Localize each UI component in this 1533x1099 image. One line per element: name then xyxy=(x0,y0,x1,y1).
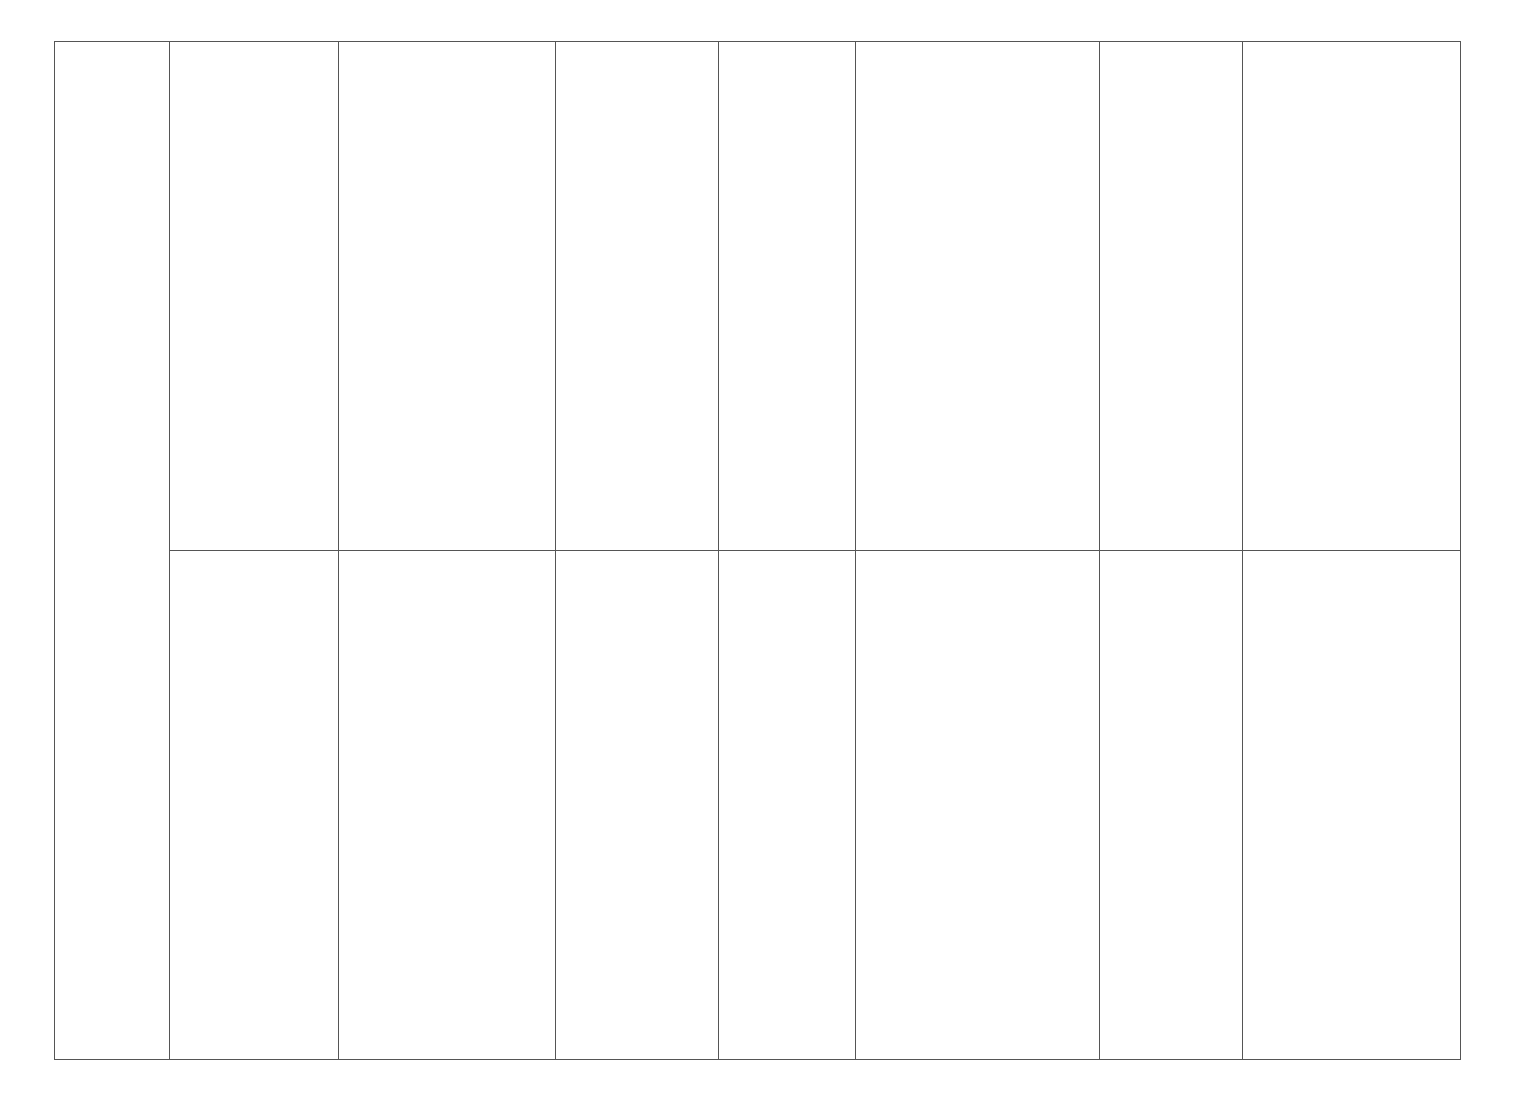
weekday-header xyxy=(339,551,556,1060)
weekday-header xyxy=(1100,551,1243,1060)
weekday-header xyxy=(856,551,1100,1060)
date-header xyxy=(170,42,339,551)
date-header xyxy=(556,42,719,551)
date-header xyxy=(719,42,856,551)
date-header xyxy=(339,42,556,551)
menu-table xyxy=(54,41,1461,1060)
date-header xyxy=(1243,42,1461,551)
weekday-header xyxy=(719,551,856,1060)
weekday-header xyxy=(170,551,339,1060)
date-header xyxy=(1100,42,1243,551)
menu-title xyxy=(55,42,170,1060)
date-header xyxy=(856,42,1100,551)
weekday-header xyxy=(1243,551,1461,1060)
weekday-header xyxy=(556,551,719,1060)
